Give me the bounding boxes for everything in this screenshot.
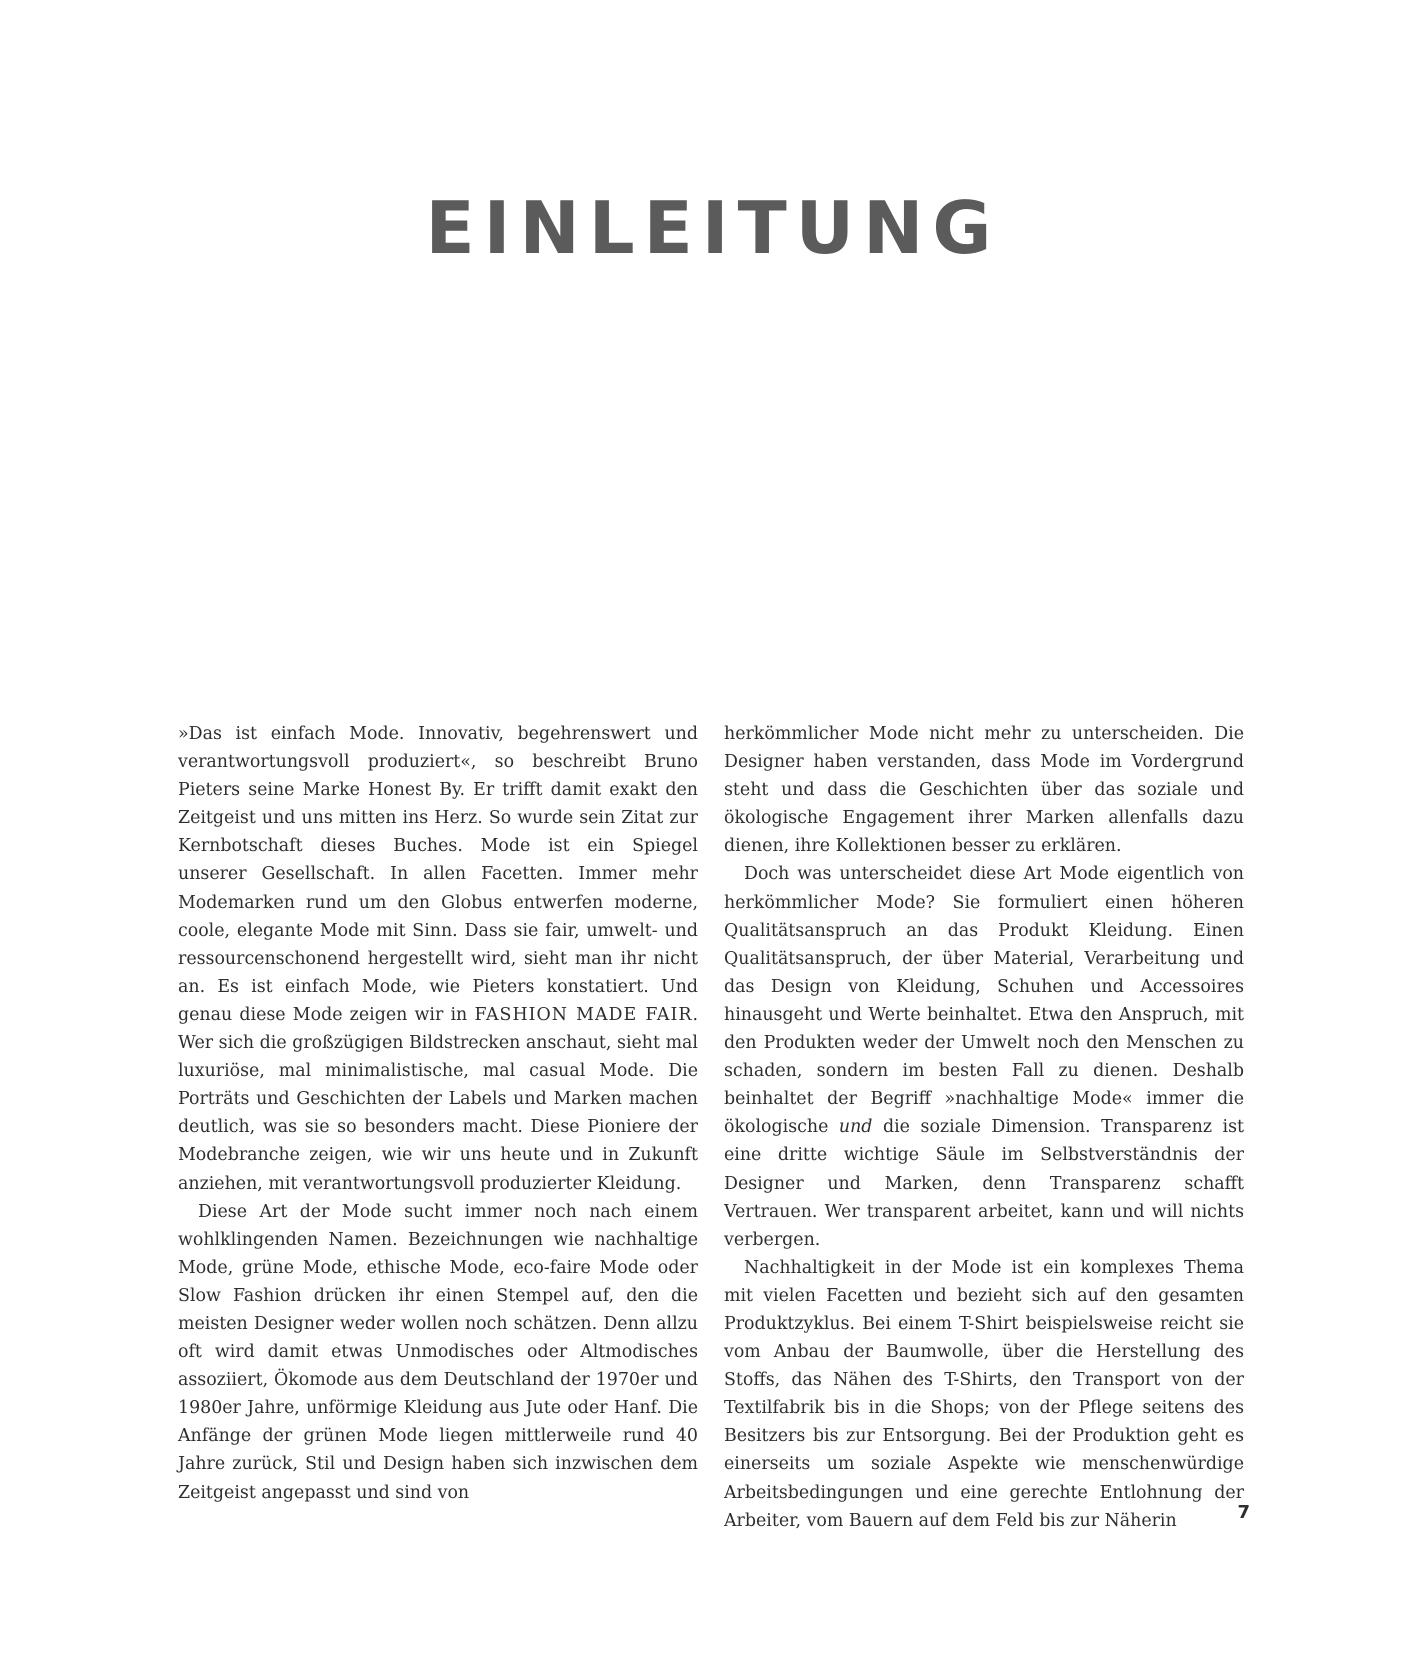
page-number: 7 [1237,1502,1250,1523]
text-column-left [178,720,698,1507]
page-title: EINLEITUNG [425,186,1001,270]
text-column-right [724,720,1244,1535]
paragraph-text: Doch was unterscheidet diese Art Mode eigentlich von herkömmlicher Mode? Sie formuliert einen höheren Qualitätsanspruch an das Produkt Kleidung. Einen Qualitätsanspruch, der über Material, Verarbeitung und das Design von Kleidung, Schuhen und Accessoires hinausgeht und Werte beinhaltet. Etwa den Anspruch, mit den Produkten weder der Umwelt noch den Menschen zu schaden, sondern im besten Fall zu dienen. Deshalb beinhaltet der Begriff »nachhaltige Mode« immer die ökologische [724,864,1244,1138]
paragraph-text: die soziale Dimension. Transparenz ist eine dritte wichtige Säule im Selbstverständnis der Designer und Marken, denn Transparenz schafft Vertrauen. Wer transparent arbeitet, kann und will nichts verbergen. [724,1117,1244,1250]
paragraph: herkömmlicher Mode nicht mehr zu unterscheiden. Die Designer haben verstanden, dass Mode im Vordergrund steht und dass die Geschichten über das soziale und ökologische Engagement ihrer Marken allenfalls dazu dienen, ihre Kollektionen besser zu erklären. [724,724,1244,857]
emphasis: und [838,1117,873,1138]
paragraph [178,720,698,1198]
paragraph: Nachhaltigkeit in der Mode ist ein komplexes Thema mit vielen Facetten und bezieht sich auf den gesamten Produktzyklus. Bei einem T-Shirt beispielsweise reicht sie vom Anbau der Baumwolle, über die Herstellung des Stoffs, das Nähen des T-Shirts, den Transport von der Textilfabrik bis in die Shops; von der Pflege seitens des Besitzers bis zur Entsorgung. Bei der Produktion geht es einerseits um soziale Aspekte wie menschenwürdige Arbeitsbedingungen und eine gerechte Entlohnung der Arbeiter, vom Bauern auf dem Feld bis zur Näherin [724,1257,1244,1531]
paragraph-text: »Das ist einfach Mode. Innovativ, begehrenswert und verantwortungsvoll produziert«, so beschreibt Bruno Pieters seine Marke Honest By. Er trifft damit exakt den Zeitgeist und uns mitten ins Herz. So wurde sein Zitat zur Kernbotschaft dieses Buches. Mode ist ein Spiegel unserer Gesellschaft. In allen Facetten. Immer mehr Modemarken rund um den Globus entwerfen moderne, coole, elegante Mode mit Sinn. Dass sie fair, umwelt- und ressourcenschonend hergestellt wird, sieht man ihr nicht an. Es ist einfach Mode, wie Pieters konstatiert. Und genau diese Mode zeigen wir in [178,724,698,1025]
paragraph-text: . Wer sich die großzügigen Bildstrecken anschaut, sieht mal luxuriöse, mal minimalistische, mal casual Mode. Die Porträts und Geschichten der Labels und Marken machen deutlich, was sie so besonders macht. Diese Pioniere der Modebranche zeigen, wie wir uns heute und in Zukunft anziehen, mit verantwortungsvoll produzierter Kleidung. [178,1004,698,1194]
book-title: FASHION MADE FAIR [474,1004,693,1025]
paragraph: Diese Art der Mode sucht immer noch nach einem wohlklingenden Namen. Bezeichnungen wie nachhaltige Mode, grüne Mode, ethische Mode, eco-faire Mode oder Slow Fashion drücken ihr einen Stempel auf, den die meisten Designer weder wollen noch schätzen. Denn allzu oft wird damit etwas Unmodisches oder Altmodisches assoziiert, Ökomode aus dem Deutschland der 1970er und 1980er Jahre, unförmige Kleidung aus Jute oder Hanf. Die Anfänge der grünen Mode liegen mittlerweile rund 40 Jahre zurück, Stil und Design haben sich inzwischen dem Zeitgeist angepasst und sind von [178,1201,698,1503]
paragraph [724,860,1244,1253]
